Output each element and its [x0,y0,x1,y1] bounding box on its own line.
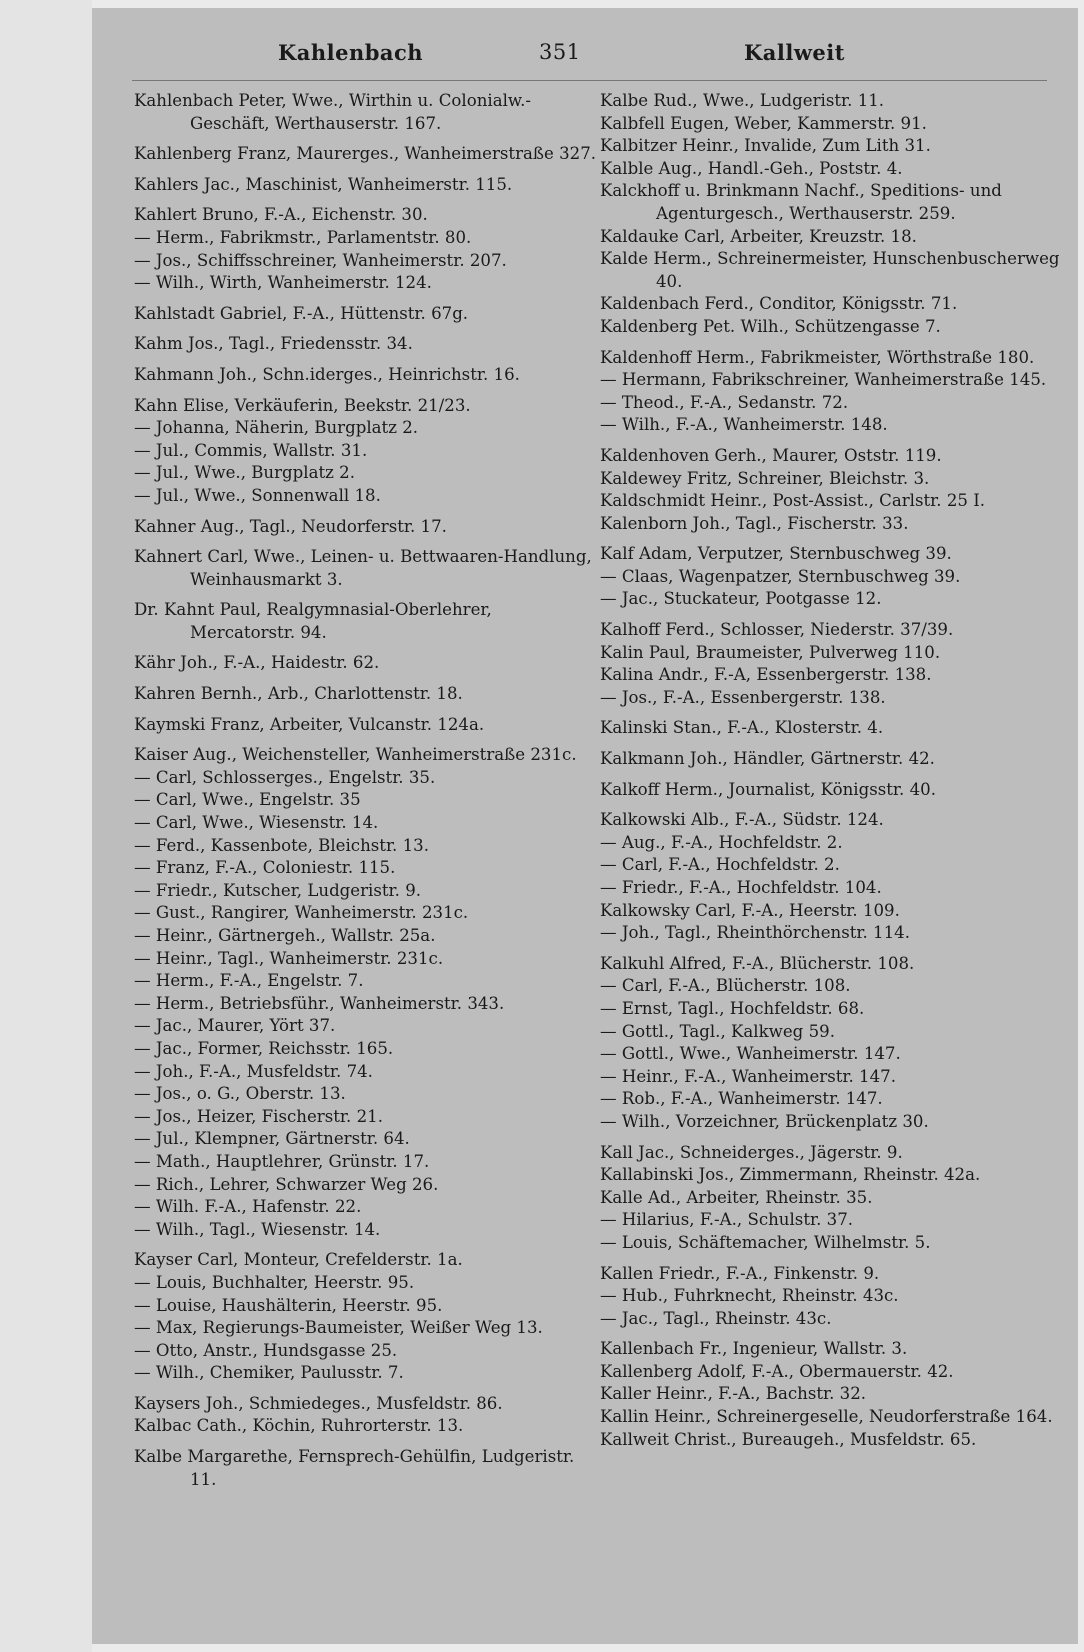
directory-entry: Kalf Adam, Verputzer, Sternbuschweg 39. [600,544,952,564]
directory-entry: Dr. Kahnt Paul, Realgymnasial-Oberlehrer, Mercatorstr. 94. [134,600,492,642]
directory-entry: — Otto, Anstr., Hundsgasse 25. [134,1340,398,1360]
page-number: 351 [539,40,581,64]
directory-entry: Kall Jac., Schneiderges., Jägerstr. 9. [600,1142,903,1162]
directory-entry: — Wilh., Wirth, Wanheimerstr. 124. [134,273,432,293]
directory-entry: Kalbe Rud., Wwe., Ludgeristr. 11. [600,91,885,110]
directory-entry: Kahm Jos., Tagl., Friedensstr. 34. [134,334,413,354]
directory-entry: — Herm., F.-A., Engelstr. 7. [134,971,364,991]
directory-entry: — Jac., Tagl., Rheinstr. 43c. [600,1308,832,1328]
directory-entry: Kahlers Jac., Maschinist, Wanheimerstr. 115. [134,174,513,194]
directory-entry: — Jac., Former, Reichsstr. 165. [134,1038,394,1058]
directory-entry: — Wilh., Tagl., Wiesenstr. 14. [134,1219,381,1239]
directory-entry: Kalina Andr., F.-A, Essenbergerstr. 138. [600,665,932,685]
directory-entry: Kaymski Franz, Arbeiter, Vulcanstr. 124a. [134,714,485,734]
directory-entry: Kahlert Bruno, F.-A., Eichenstr. 30. [134,205,428,225]
directory-entry: — Carl, F.-A., Hochfeldstr. 2. [600,855,840,875]
directory-entry: Kalhoff Ferd., Schlosser, Niederstr. 37/39. [600,620,954,640]
directory-entry: — Jul., Klempner, Gärtnerstr. 64. [134,1129,410,1149]
directory-entry: Kayser Carl, Monteur, Crefelderstr. 1a. [134,1250,463,1270]
directory-entry: Kalkoff Herm., Journalist, Königsstr. 40. [600,779,936,799]
directory-entry: Kalbe Margarethe, Fernsprech-Gehülfin, Ludgeristr. 11. [134,1447,575,1489]
header-right-keyword: Kallweit [744,40,845,65]
directory-entry: — Jos., Schiffsschreiner, Wanheimerstr. 207. [134,250,507,270]
directory-entry: — Aug., F.-A., Hochfeldstr. 2. [600,832,843,852]
directory-entry: — Louise, Haushälterin, Heerstr. 95. [134,1295,443,1315]
directory-entry: — Math., Hauptlehrer, Grünstr. 17. [134,1151,430,1171]
directory-entry: Kalckhoff u. Brinkmann Nachf., Speditions- und Agenturgesch., Werthauserstr. 259. [600,181,1002,223]
directory-entry: Kahlstadt Gabriel, F.-A., Hüttenstr. 67g. [134,303,469,323]
directory-entry: — Wilh., Chemiker, Paulusstr. 7. [134,1363,404,1383]
directory-entry: — Hermann, Fabrikschreiner, Wanheimerstraße 145. [600,370,1047,390]
directory-entry: — Jos., F.-A., Essenbergerstr. 138. [600,687,886,707]
directory-entry: Kaldauke Carl, Arbeiter, Kreuzstr. 18. [600,226,917,246]
directory-entry: — Gottl., Tagl., Kalkweg 59. [600,1021,835,1041]
directory-entry: Kalbfell Eugen, Weber, Kammerstr. 91. [600,113,927,133]
directory-entry: Kalble Aug., Handl.-Geh., Poststr. 4. [600,158,903,178]
directory-entry: Kahren Bernh., Arb., Charlottenstr. 18. [134,684,463,704]
page-header [92,40,1078,80]
directory-entry: — Joh., Tagl., Rheinthörchenstr. 114. [600,923,910,943]
directory-entry: Kalde Herm., Schreinermeister, Hunschenbuscherweg 40. [600,249,1060,291]
directory-entry: Kalinski Stan., F.-A., Klosterstr. 4. [600,718,884,738]
right-column [600,90,1060,1451]
directory-entry: Kähr Joh., F.-A., Haidestr. 62. [134,653,380,673]
directory-entry: Kalkowsky Carl, F.-A., Heerstr. 109. [600,900,900,920]
directory-entry: — Friedr., F.-A., Hochfeldstr. 104. [600,878,882,897]
directory-entry: — Jos., o. G., Oberstr. 13. [134,1084,346,1104]
directory-entry: — Carl, Wwe., Engelstr. 35 [134,790,361,810]
left-column [134,90,602,1491]
directory-entry: Kalenborn Joh., Tagl., Fischerstr. 33. [600,513,909,533]
directory-entry: — Theod., F.-A., Sedanstr. 72. [600,392,849,412]
directory-entry: Kalkmann Joh., Händler, Gärtnerstr. 42. [600,749,935,769]
directory-entry: — Joh., F.-A., Musfeldstr. 74. [134,1061,373,1081]
directory-entry: — Jos., Heizer, Fischerstr. 21. [134,1106,383,1126]
directory-entry: — Hilarius, F.-A., Schulstr. 37. [600,1210,854,1230]
scan-margin [0,0,92,1652]
directory-entry: — Wilh. F.-A., Hafenstr. 22. [134,1197,362,1217]
directory-entry: — Rob., F.-A., Wanheimerstr. 147. [600,1089,883,1109]
directory-page [92,8,1078,1644]
directory-entry: Kaldenhoven Gerh., Maurer, Oststr. 119. [600,445,942,465]
directory-entry: — Carl, F.-A., Blücherstr. 108. [600,976,851,996]
directory-entry: Kaller Heinr., F.-A., Bachstr. 32. [600,1384,867,1404]
directory-entry: Kaldewey Fritz, Schreiner, Bleichstr. 3. [600,468,930,488]
directory-entry: Kaiser Aug., Weichensteller, Wanheimerstraße 231c. [134,745,577,765]
directory-entry: Kallenberg Adolf, F.-A., Obermauerstr. 42. [600,1361,954,1381]
directory-entry: — Friedr., Kutscher, Ludgeristr. 9. [134,880,422,900]
directory-entry: — Jac., Maurer, Yört 37. [134,1016,336,1036]
directory-entry: Kalbac Cath., Köchin, Ruhrorterstr. 13. [134,1416,464,1436]
directory-entry: — Claas, Wagenpatzer, Sternbuschweg 39. [600,566,961,586]
directory-entry: Kalkuhl Alfred, F.-A., Blücherstr. 108. [600,953,915,973]
directory-entry: Kaysers Joh., Schmiedeges., Musfeldstr. 86. [134,1393,503,1413]
directory-entry: Kahnert Carl, Wwe., Leinen- u. Bettwaaren-Handlung, Weinhausmarkt 3. [134,547,592,589]
directory-entry: — Gottl., Wwe., Wanheimerstr. 147. [600,1044,901,1064]
directory-entry: — Max, Regierungs-Baumeister, Weißer Weg 13. [134,1318,543,1338]
header-left-keyword: Kahlenbach [278,40,424,65]
directory-entry: Kallin Heinr., Schreinergeselle, Neudorferstraße 164. [600,1407,1053,1427]
directory-entry: Kallabinski Jos., Zimmermann, Rheinstr. 42a. [600,1165,981,1185]
directory-entry: — Ernst, Tagl., Hochfeldstr. 68. [600,998,865,1018]
directory-entry: — Ferd., Kassenbote, Bleichstr. 13. [134,835,429,855]
directory-entry: — Gust., Rangirer, Wanheimerstr. 231c. [134,903,469,923]
directory-entry: — Herm., Fabrikmstr., Parlamentstr. 80. [134,227,472,247]
directory-entry: Kahlenberg Franz, Maurerges., Wanheimerstraße 327. [134,144,597,164]
directory-entry: — Heinr., F.-A., Wanheimerstr. 147. [600,1066,896,1086]
directory-entry: — Heinr., Gärtnergeh., Wallstr. 25a. [134,926,436,945]
directory-entry: Kalle Ad., Arbeiter, Rheinstr. 35. [600,1187,873,1207]
directory-entry: — Jul., Wwe., Sonnenwall 18. [134,485,381,505]
directory-entry: — Johanna, Näherin, Burgplatz 2. [134,418,419,438]
directory-entry: — Jul., Commis, Wallstr. 31. [134,440,368,460]
directory-entry: — Rich., Lehrer, Schwarzer Weg 26. [134,1174,439,1194]
directory-entry: Kahlenbach Peter, Wwe., Wirthin u. Colonialw.-Geschäft, Werthauserstr. 167. [134,91,532,133]
directory-entry: Kahmann Joh., Schn.iderges., Heinrichstr. 16. [134,364,520,384]
directory-entry: Kallen Friedr., F.-A., Finkenstr. 9. [600,1263,880,1283]
directory-entry: — Wilh., Vorzeichner, Brückenplatz 30. [600,1111,929,1131]
directory-entry: Kaldenbach Ferd., Conditor, Königsstr. 71. [600,294,958,314]
directory-entry: Kalkowski Alb., F.-A., Südstr. 124. [600,810,884,830]
directory-entry: — Heinr., Tagl., Wanheimerstr. 231c. [134,948,444,968]
directory-entry: Kaldenhoff Herm., Fabrikmeister, Wörthstraße 180. [600,347,1035,367]
directory-entry: — Carl, Schlosserges., Engelstr. 35. [134,767,436,787]
directory-entry: — Hub., Fuhrknecht, Rheinstr. 43c. [600,1286,899,1306]
directory-entry: Kalbitzer Heinr., Invalide, Zum Lith 31. [600,136,931,156]
directory-entry: — Louis, Schäftemacher, Wilhelmstr. 5. [600,1232,931,1252]
directory-entry: Kaldschmidt Heinr., Post-Assist., Carlstr. 25 I. [600,491,986,511]
directory-entry: Kallweit Christ., Bureaugeh., Musfeldstr. 65. [600,1429,977,1449]
directory-entry: Kalin Paul, Braumeister, Pulverweg 110. [600,642,941,662]
directory-entry: Kahner Aug., Tagl., Neudorferstr. 17. [134,516,447,536]
directory-entry: — Herm., Betriebsführ., Wanheimerstr. 343. [134,993,505,1013]
directory-entry: — Franz, F.-A., Coloniestr. 115. [134,858,396,878]
directory-entry: — Carl, Wwe., Wiesenstr. 14. [134,813,379,833]
directory-entry: Kaldenberg Pet. Wilh., Schützengasse 7. [600,316,941,336]
header-rule [132,80,1047,81]
directory-entry: Kallenbach Fr., Ingenieur, Wallstr. 3. [600,1339,908,1359]
directory-entry: — Louis, Buchhalter, Heerstr. 95. [134,1272,415,1292]
directory-entry: — Wilh., F.-A., Wanheimerstr. 148. [600,415,888,435]
directory-entry: — Jac., Stuckateur, Pootgasse 12. [600,589,882,609]
directory-entry: — Jul., Wwe., Burgplatz 2. [134,463,356,483]
directory-entry: Kahn Elise, Verkäuferin, Beekstr. 21/23. [134,395,471,415]
